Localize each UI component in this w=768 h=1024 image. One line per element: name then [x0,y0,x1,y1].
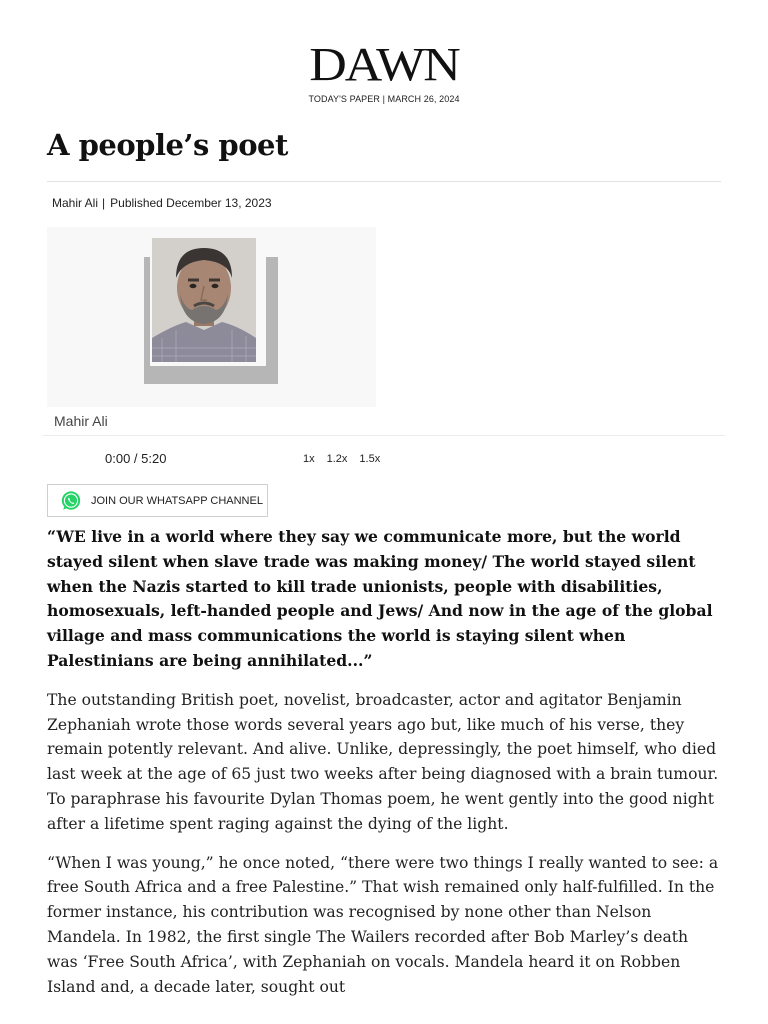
speed-1x-button[interactable]: 1x [303,453,315,465]
article-body [47,525,722,1013]
todays-paper-date[interactable]: TODAY'S PAPER | MARCH 26, 2024 [308,94,460,104]
whatsapp-icon [60,490,82,512]
author-link[interactable]: Mahir Ali [52,196,99,210]
title-divider [47,181,721,182]
lead-paragraph: “WE live in a world where they say we communicate more, but the world stayed silent when slave trade was making money/ The world stayed silent when the Nazis started to kill trade unionists, people with disabilities, homosexuals, left-handed people and Jews/ And now in the age of the global village and mass communications the world is staying silent when Palestinians are being annihilated...” [47,527,713,670]
author-photo [152,238,256,362]
byline [52,196,272,210]
speed-1-2x-button[interactable]: 1.2x [326,453,348,465]
caption-divider [42,435,725,436]
audio-time: 0:00 / 5:20 [105,451,167,466]
article-title: A people’s poet [47,128,288,162]
playback-speed-options [303,453,392,465]
whatsapp-channel-button[interactable] [47,484,268,517]
masthead [0,40,768,104]
published-date: Published December 13, 2023 [110,196,272,210]
body-paragraph: “When I was young,” he once noted, “there were two things I really wanted to see: a free South Africa and a free Palestine.” That wish remained only half-fulfilled. In the former instance, his contribution was recognised by none other than Nelson Mandela. In 1982, the first single The Wailers recorded after Bob Marley’s death was ‘Free South Africa’, with Zephaniah on vocals. Mandela heard it on Robben Island and, a decade later, sought out [47,853,719,996]
photo-caption: Mahir Ali [54,413,108,429]
body-paragraph: The outstanding British poet, novelist, broadcaster, actor and agitator Benjamin Zephaniah wrote those words several years ago but, like much of his verse, they remain potently relevant. And alive. Unlike, depressingly, the poet himself, who died last week at the age of 65 just two weeks after being diagnosed with a brain tumour. To paraphrase his favourite Dylan Thomas poem, he went gently into the good night after a lifetime spent raging against the dying of the light. [47,690,719,833]
whatsapp-channel-label: JOIN OUR WHATSAPP CHANNEL [91,494,263,507]
byline-separator: | [102,196,106,210]
dawn-logo[interactable]: DAWN [309,39,459,92]
speed-1-5x-button[interactable]: 1.5x [359,453,381,465]
